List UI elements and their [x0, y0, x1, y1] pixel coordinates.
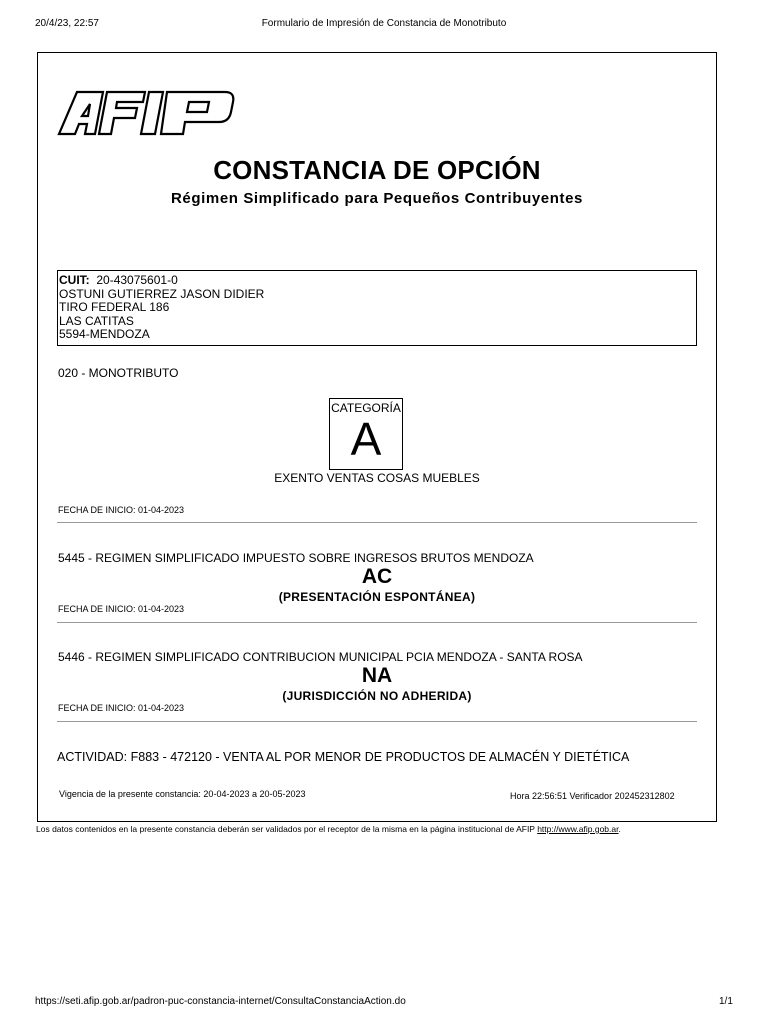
- taxpayer-box: [57, 270, 697, 346]
- disclaimer-text: Los datos contenidos en la presente constancia deberán ser validados por el receptor de la misma en la página institucional de AFIP: [36, 824, 535, 834]
- disclaimer-trailing: .: [618, 824, 621, 834]
- validity-line: Vigencia de la presente constancia: 20-04-2023 a 20-05-2023: [59, 789, 306, 799]
- category-value: A: [350, 413, 382, 465]
- section-5445-title: 5445 - REGIMEN SIMPLIFICADO IMPUESTO SOBRE INGRESOS BRUTOS MENDOZA: [58, 551, 534, 565]
- section-5445-code: AC: [361, 565, 393, 588]
- section-5446-note: (JURISDICCIÓN NO ADHERIDA): [282, 689, 472, 703]
- category-box: [329, 398, 403, 470]
- cuit-row: [59, 274, 696, 288]
- divider-3: [57, 721, 697, 722]
- print-url: https://seti.afip.gob.ar/padron-puc-constancia-internet/ConsultaConstanciaAction.do: [35, 996, 406, 1007]
- cuit-value: 20-43075601-0: [96, 273, 178, 287]
- section-5446-start-date: FECHA DE INICIO: 01-04-2023: [58, 703, 185, 713]
- document-title: CONSTANCIA DE OPCIÓN: [213, 155, 541, 185]
- divider-1: [57, 522, 697, 523]
- document-subtitle: Régimen Simplificado para Pequeños Contribuyentes: [171, 190, 583, 207]
- print-page-title: Formulario de Impresión de Constancia de Monotributo: [261, 18, 507, 29]
- taxpayer-postal-province: 5594-MENDOZA: [59, 327, 150, 341]
- section-5445-note: (PRESENTACIÓN ESPONTÁNEA): [278, 590, 476, 604]
- activity-line: ACTIVIDAD: F883 - 472120 - VENTA AL POR MENOR DE PRODUCTOS DE ALMACÉN Y DIETÉTICA: [57, 750, 630, 764]
- afip-logo: [57, 90, 237, 136]
- taxpayer-locality: LAS CATITAS: [59, 313, 134, 328]
- disclaimer: [36, 824, 621, 834]
- print-page-number: 1/1: [719, 996, 733, 1007]
- taxpayer-name: OSTUNI GUTIERREZ JASON DIDIER: [59, 286, 265, 301]
- time-verifier: Hora 22:56:51 Verificador 202452312802: [510, 791, 675, 801]
- cuit-label: CUIT:: [59, 273, 90, 287]
- category-label: CATEGORÍA: [331, 401, 401, 415]
- category-start-date: FECHA DE INICIO: 01-04-2023: [58, 505, 185, 515]
- afip-website-link[interactable]: http://www.afip.gob.ar: [537, 824, 619, 834]
- print-datetime: 20/4/23, 22:57: [35, 18, 99, 29]
- section-5445-start-date: FECHA DE INICIO: 01-04-2023: [58, 604, 185, 614]
- section-5446-code: NA: [361, 664, 393, 687]
- regime-label: 020 - MONOTRIBUTO: [58, 366, 179, 380]
- section-5446-title: 5446 - REGIMEN SIMPLIFICADO CONTRIBUCION MUNICIPAL PCIA MENDOZA - SANTA ROSA: [58, 650, 583, 664]
- taxpayer-address: TIRO FEDERAL 186: [59, 300, 170, 314]
- category-description: EXENTO VENTAS COSAS MUEBLES: [274, 471, 480, 485]
- divider-2: [57, 622, 697, 623]
